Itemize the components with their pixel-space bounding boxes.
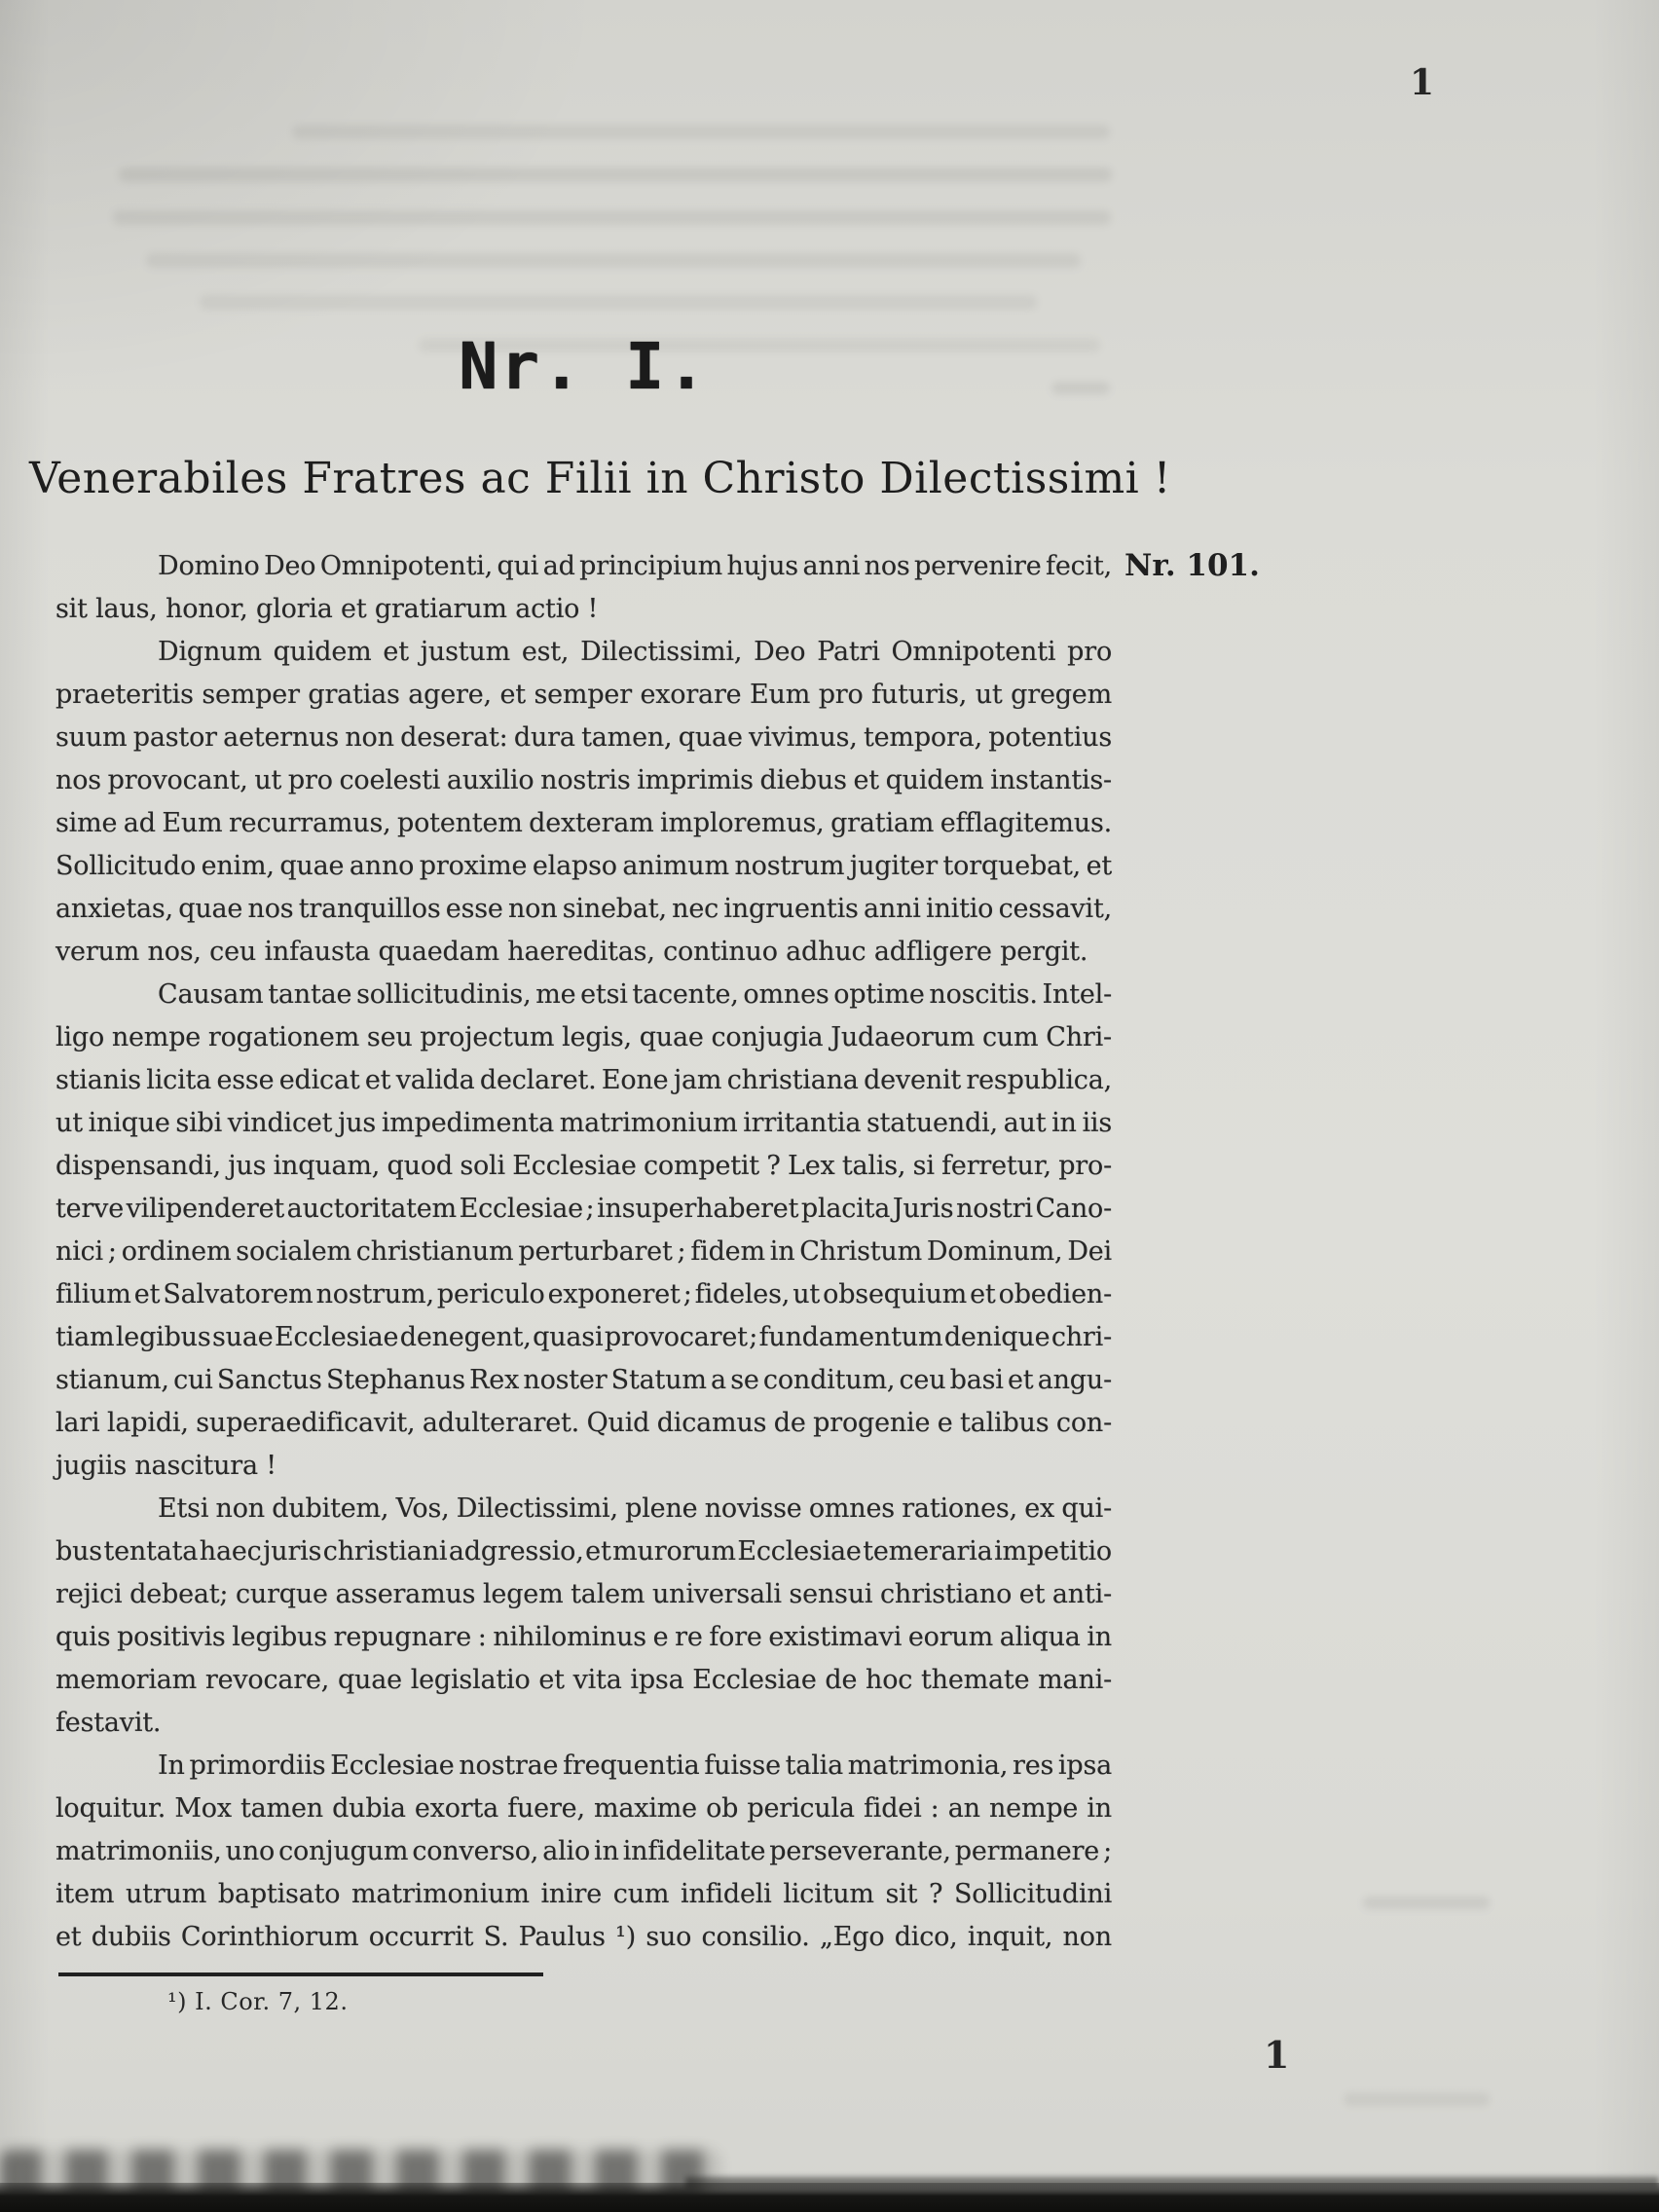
text-line: loquitur. Mox tamen dubia exorta fuere, maxime ob pericula fidei : an nempe in [55,1793,1112,1824]
text-line: Etsi non dubitem, Vos, Dilectissimi, plene novisse omnes rationes, ex qui- [158,1493,1112,1524]
text-line: bus tentata haec juris christiani adgressio, et murorum Ecclesiae temeraria impetitio [55,1536,1112,1567]
text-line: verum nos, ceu infausta quaedam haereditas, continuo adhuc adfligere pergit. [55,937,1088,967]
bleed-through-text [200,295,1037,310]
text-line: quis positivis legibus repugnare : nihilominus e re fore existimavi eorum aliqua in [55,1622,1112,1652]
footnote-rule [58,1972,543,1976]
text-line: sit laus, honor, gloria et gratiarum actio ! [55,594,599,624]
text-line: Domino Deo Omnipotenti, qui ad principium hujus anni nos pervenire fecit, [158,551,1112,581]
text-line: jugiis nascitura ! [55,1451,276,1481]
text-line: rejici debeat; curque asseramus legem talem universali sensui christiano et anti- [55,1579,1112,1609]
text-line: dispensandi, jus inquam, quod soli Ecclesiae competit ? Lex talis, si ferretur, pro- [55,1151,1112,1181]
body-text [55,545,1112,1959]
text-line: suum pastor aeternus non deserat: dura tamen, quae vivimus, tempora, potentius [55,722,1112,753]
page-number-top: 1 [1410,62,1436,103]
bleed-through-text [1344,2093,1490,2106]
text-line: anxietas, quae nos tranquillos esse non sinebat, nec ingruentis anni initio cessavit, [55,894,1112,924]
text-line: matrimoniis, uno conjugum converso, alio in infidelitate perseverante, permanere ; [55,1836,1112,1866]
bleed-through-text [1363,1897,1490,1909]
text-line: stianis licita esse edicat et valida declaret. Eone jam christiana devenit respublica, [55,1065,1112,1095]
text-line: item utrum baptisato matrimonium inire cum infideli licitum sit ? Sollicitudini [55,1879,1112,1909]
text-line: memoriam revocare, quae legislatio et vita ipsa Ecclesiae de hoc themate mani- [55,1665,1112,1695]
text-line: nos provocant, ut pro coelesti auxilio nostris imprimis diebus et quidem instantis- [55,765,1112,795]
text-line: terve vilipenderet auctoritatem Ecclesiae ; insuperhaberet placita Juris nostri Cano- [55,1194,1112,1224]
text-line: In primordiis Ecclesiae nostrae frequentia fuisse talia matrimonia, res ipsa [158,1751,1112,1781]
text-line: sime ad Eum recurramus, potentem dexteram imploremus, gratiam efflagitemus. [55,808,1112,838]
text-line: tiam legibus suae Ecclesiae denegent, quasi provocaret ; fundamentum denique chri- [55,1322,1112,1352]
text-line: filium et Salvatorem nostrum, periculo exponeret ; fideles, ut obsequium et obedien- [55,1279,1112,1309]
text-line: Sollicitudo enim, quae anno proxime elapso animum nostrum jugiter torquebat, et [55,851,1112,881]
text-line: praeteritis semper gratias agere, et semper exorare Eum pro futuris, ut gregem [55,680,1112,710]
text-line: et dubiis Corinthiorum occurrit S. Paulus ¹) suo consilio. „Ego dico, inquit, non [55,1922,1112,1952]
footnote: ¹) I. Cor. 7, 12. [167,1988,349,2015]
text-line: festavit. [55,1708,162,1738]
text-line: lari lapidi, superaedificavit, adulteraret. Quid dicamus de progenie e talibus con- [55,1408,1112,1438]
text-line: Dignum quidem et justum est, Dilectissimi, Deo Patri Omnipotenti pro [158,637,1112,667]
bleed-through-text [119,167,1112,182]
document-number-title: Nr. I. [459,329,709,404]
bleed-through-text [292,125,1110,139]
text-line: nici ; ordinem socialem christianum perturbaret ; fidem in Christum Dominum, Dei [55,1236,1112,1267]
bleed-through-text [113,210,1111,225]
text-line: ligo nempe rogationem seu projectum legis, quae conjugia Judaeorum cum Chri- [55,1022,1112,1052]
bleed-through-text [146,253,1081,268]
margin-note: Nr. 101. [1124,548,1260,583]
scanner-edge [0,2183,1659,2212]
text-line: ut inique sibi vindicet jus impedimenta matrimonium irritantia statuendi, aut in iis [55,1108,1112,1138]
page-number-bottom: 1 [1264,2033,1290,2077]
salutation-heading: Venerabiles Fratres ac Filii in Christo Dilectissimi ! [29,454,1171,503]
text-line: stianum, cui Sanctus Stephanus Rex noster Statum a se conditum, ceu basi et angu- [55,1365,1112,1395]
text-line: Causam tantae sollicitudinis, me etsi tacente, omnes optime noscitis. Intel- [158,979,1112,1010]
